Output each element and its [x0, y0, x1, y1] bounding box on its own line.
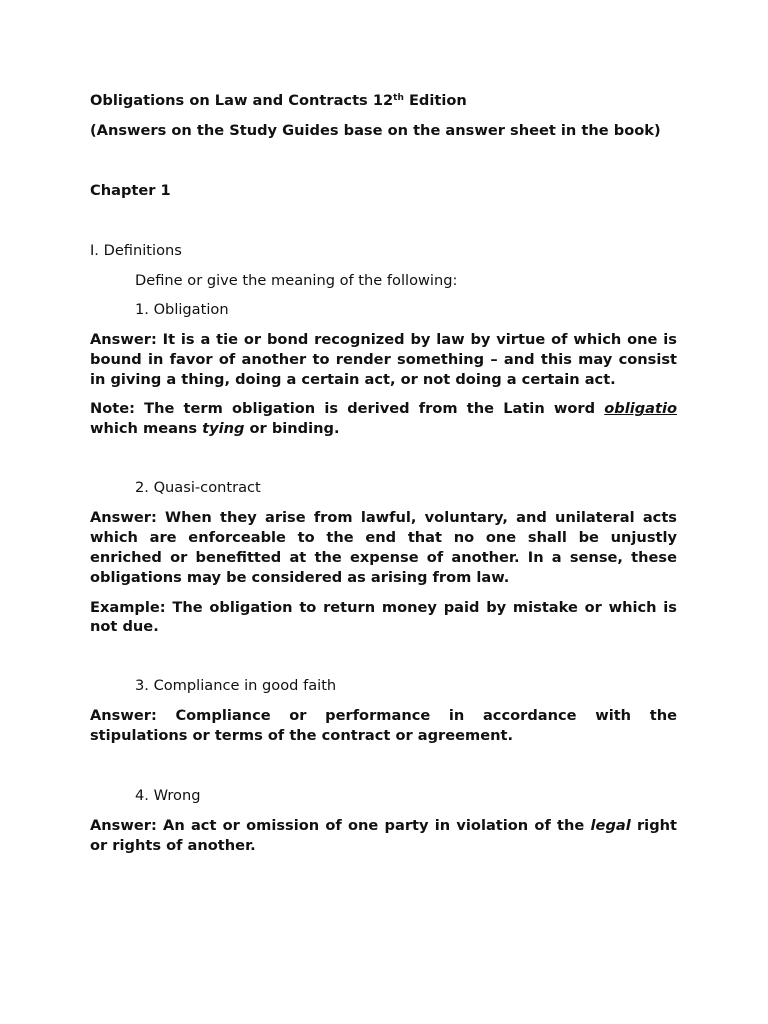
answer-quasi-contract: Answer: When they arise from lawful, voluntary, and unilateral acts which are enforceable to the end that no one shall be unjustly enriched or benefitted at the expense of another. In a sense, these obligations may be considered as arising from law.: [90, 509, 677, 586]
document-page: [90, 91, 677, 856]
answer-compliance: Answer: Compliance or performance in accordance with the stipulations or terms of the contract or agreement.: [90, 707, 677, 745]
item-heading-compliance: 3. Compliance in good faith: [135, 677, 337, 695]
chapter-heading: Chapter 1: [90, 181, 171, 199]
document-title: Obligations on Law and Contracts 12th Edition: [90, 92, 467, 109]
answer-wrong: Answer: An act or omission of one party in violation of the legal right or rights of another.: [90, 817, 677, 854]
document-subtitle: (Answers on the Study Guides base on the answer sheet in the book): [90, 121, 661, 139]
note-obligation: Note: The term obligation is derived from the Latin word obligatio which means tying or binding.: [90, 400, 677, 438]
item-heading-obligation: 1. Obligation: [135, 300, 229, 318]
latin-term: obligatio: [604, 400, 677, 418]
item-heading-wrong: 4. Wrong: [135, 787, 201, 805]
answer-obligation: Answer: It is a tie or bond recognized by law by virtue of which one is bound in favor of another to render something – and this may consist in giving a thing, doing a certain act, or not doing a certain act.: [90, 330, 677, 388]
example-quasi-contract: Example: The obligation to return money paid by mistake or which is not due.: [90, 598, 677, 636]
item-heading-quasi-contract: 2. Quasi-contract: [135, 479, 261, 497]
section-heading: I. Definitions: [90, 241, 182, 259]
instruction-text: Define or give the meaning of the following:: [135, 271, 458, 289]
